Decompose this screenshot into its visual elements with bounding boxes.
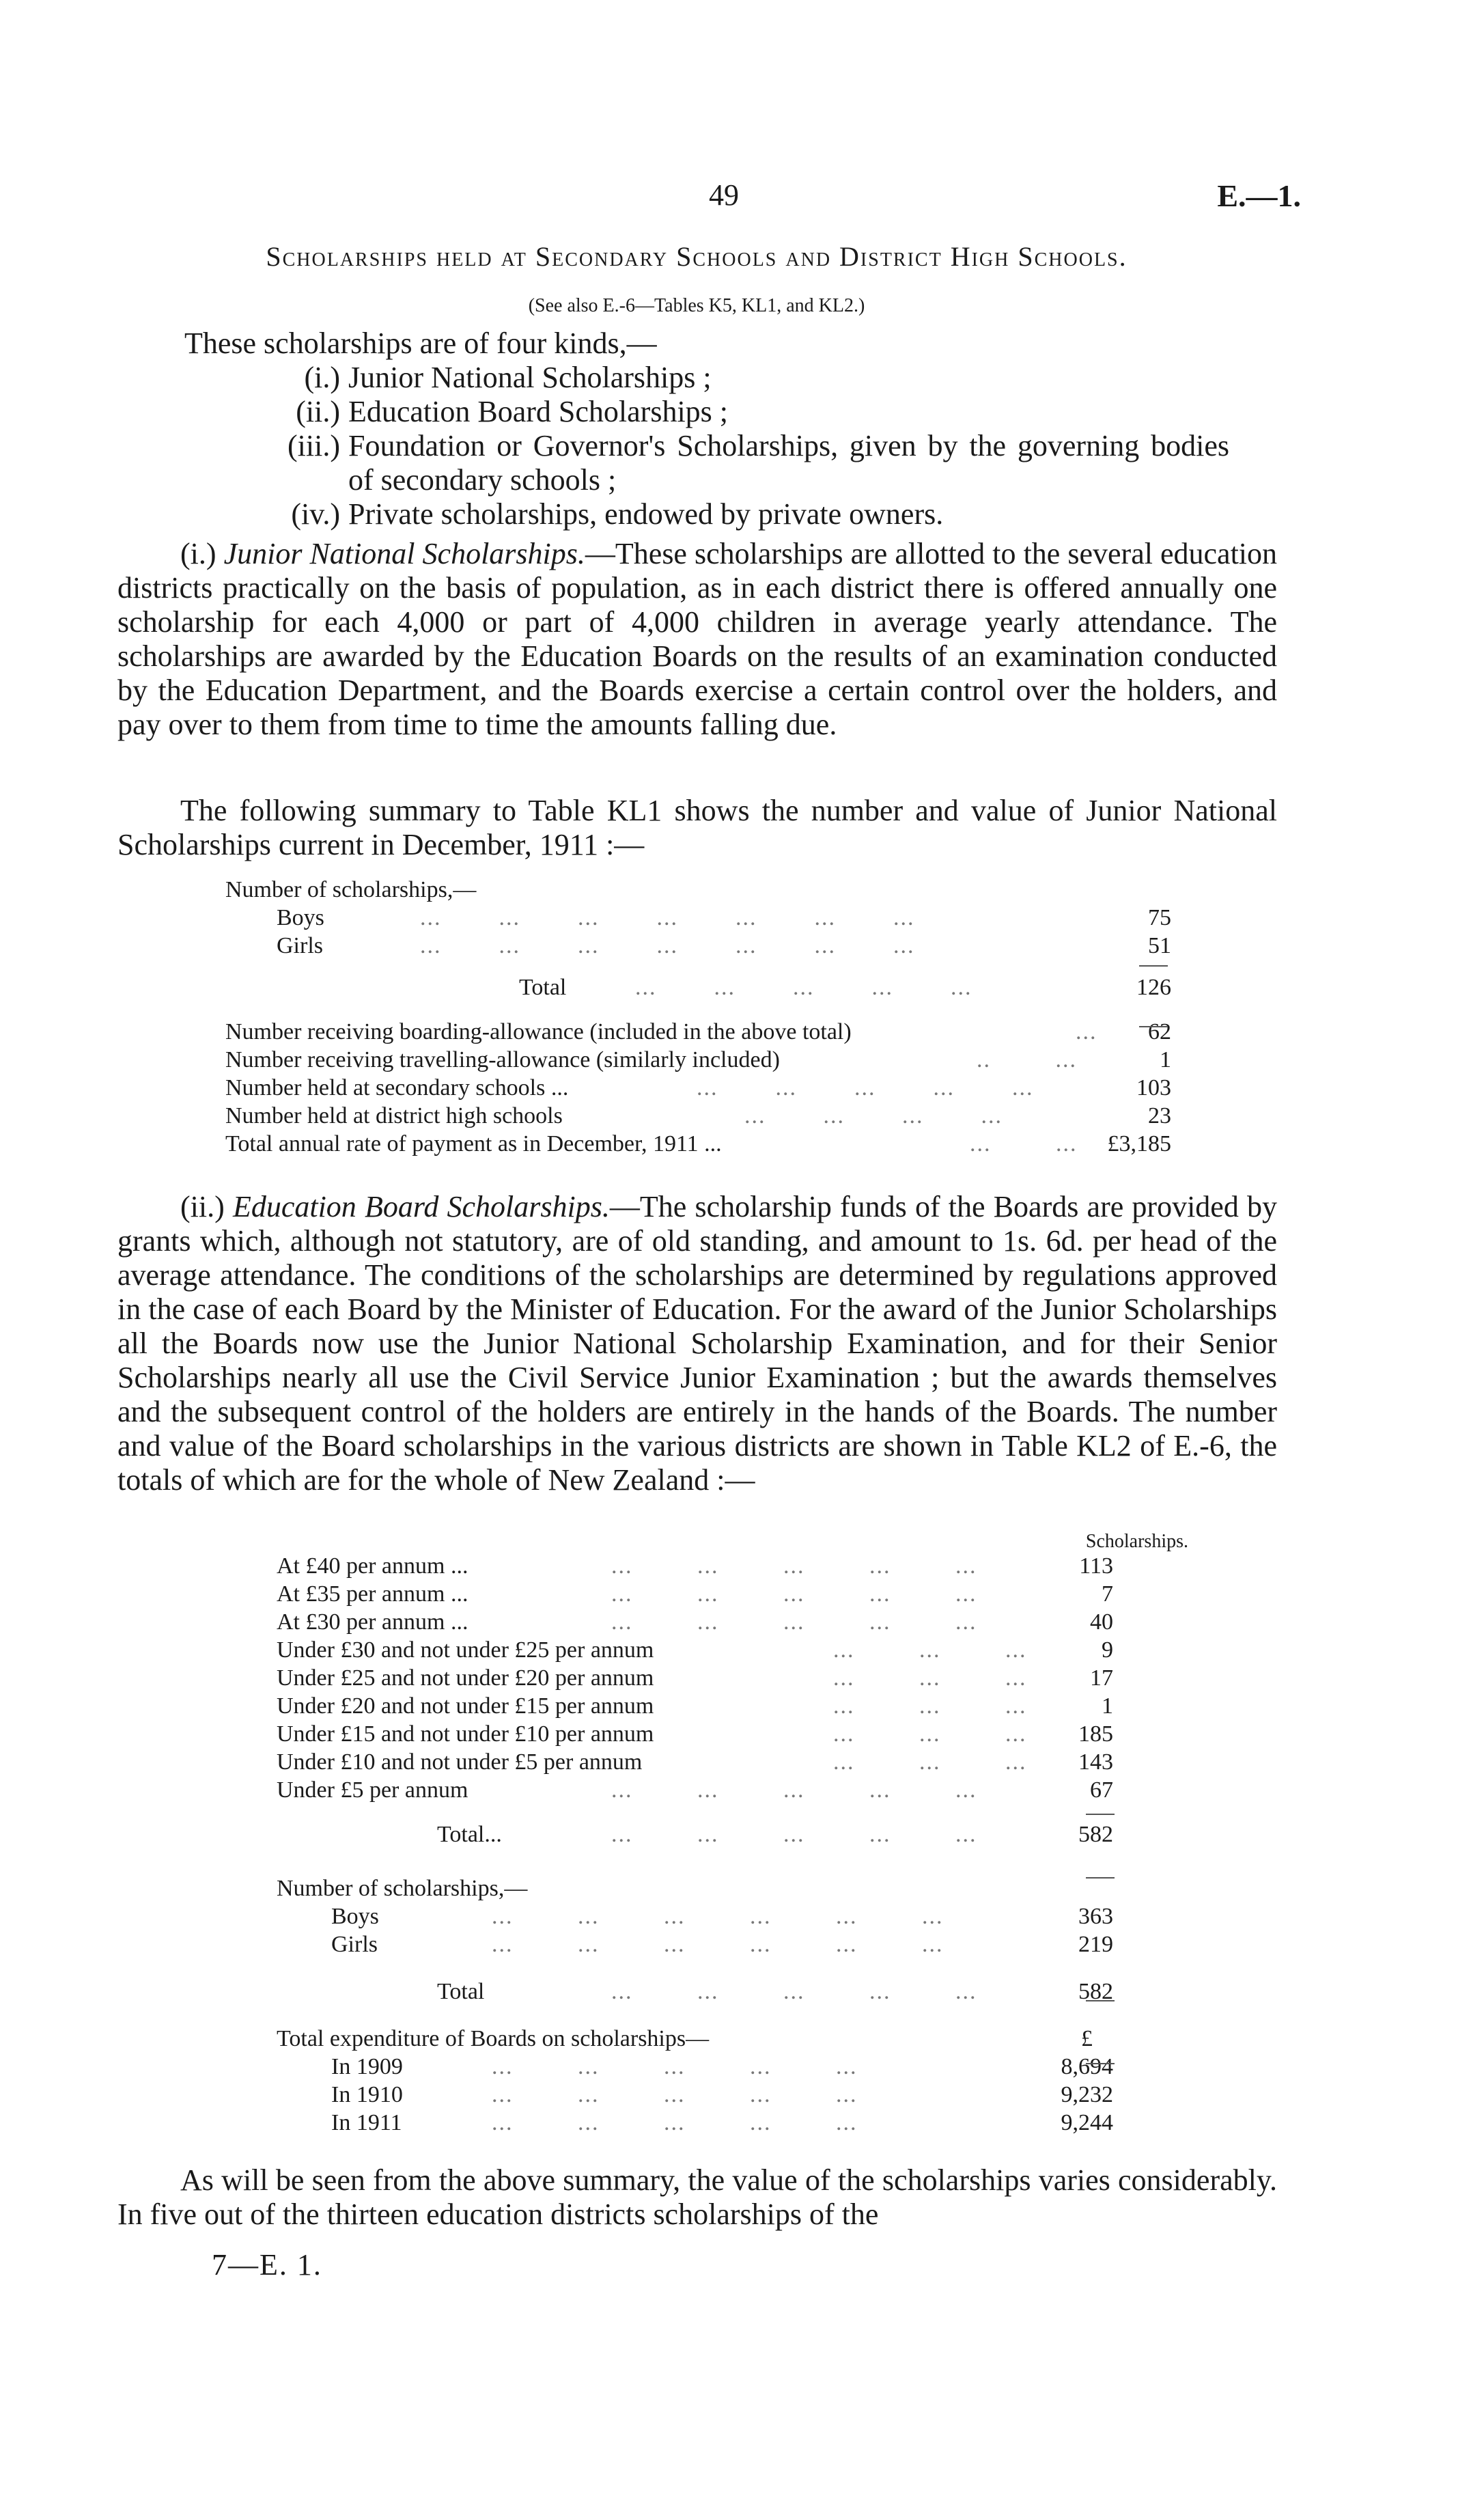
row-label: Under £5 per annum xyxy=(277,1777,468,1803)
summary-intro-paragraph: The following summary to Table KL1 shows the number and value of Junior National Scholarships current in December, 1911 :— xyxy=(117,794,1277,861)
closing-paragraph: As will be seen from the above summary, the value of the scholarships varies considerably. In five out of the thirteen education districts scholarships of the xyxy=(117,2163,1277,2231)
row-label: Girls xyxy=(331,1932,378,1957)
row-label: Total annual rate of payment as in December, 1911 ... xyxy=(225,1131,722,1156)
rule-line xyxy=(1139,1026,1168,1027)
row-label: Number held at district high schools xyxy=(225,1103,563,1128)
row-label: In 1910 xyxy=(331,2082,403,2107)
list-item-number: (iv.) xyxy=(291,497,340,531)
table-total-row xyxy=(277,1978,1113,2006)
junior-national-paragraph xyxy=(117,537,1277,742)
row-value: 1 xyxy=(1160,1047,1171,1072)
leader-dots: ... ... ... ... ... xyxy=(611,1777,977,1803)
row-value: £3,185 xyxy=(1107,1131,1171,1156)
table-row xyxy=(225,1046,1171,1074)
leader-dots: ... ... ... xyxy=(833,1693,1027,1719)
table-row xyxy=(277,2081,1113,2109)
table-row xyxy=(225,1074,1171,1102)
leader-dots: ... ... ... ... ... ... xyxy=(492,1904,944,1929)
table-row xyxy=(225,1102,1171,1130)
row-value: 1 xyxy=(1102,1693,1113,1719)
row-label: In 1911 xyxy=(331,2110,402,2135)
table-heading-row xyxy=(277,2025,1113,2053)
total-value: 126 xyxy=(1136,975,1171,1000)
row-label: Number receiving boarding-allowance (included in the above total) xyxy=(225,1019,852,1044)
table-row xyxy=(225,1018,1171,1046)
row-value: 113 xyxy=(1079,1553,1113,1579)
list-item xyxy=(116,497,1277,531)
table-row xyxy=(277,1748,1113,1776)
leader-dots: ... ... ... xyxy=(833,1665,1027,1691)
row-label: At £35 per annum ... xyxy=(277,1581,468,1607)
rule-line xyxy=(1086,2063,1115,2064)
row-value: 17 xyxy=(1090,1665,1113,1691)
rule-line xyxy=(1086,1877,1115,1879)
table-row xyxy=(225,932,1171,960)
kinds-intro: These scholarships are of four kinds,— xyxy=(184,327,657,360)
table-row xyxy=(277,1580,1113,1608)
leader-dots: ... ... xyxy=(970,1131,1078,1156)
page-footer: 7—E. 1. xyxy=(212,2248,322,2282)
table-total-row xyxy=(277,1820,1113,1848)
list-item-text: Junior National Scholarships ; xyxy=(348,361,712,394)
row-value: 143 xyxy=(1078,1749,1113,1775)
rule-line xyxy=(1139,965,1168,967)
currency-symbol: £ xyxy=(1081,2026,1093,2051)
row-value: 9 xyxy=(1102,1637,1113,1663)
leader-dots: ... ... ... ... ... xyxy=(492,2082,858,2107)
table-row xyxy=(225,904,1171,932)
table-row xyxy=(277,2053,1113,2081)
table-row xyxy=(277,1930,1113,1958)
row-value: 40 xyxy=(1090,1609,1113,1635)
row-value: 7 xyxy=(1102,1581,1113,1607)
paragraph-text: —These scholarships are allotted to the several education districts practically on the basis of population, as in each district there is offered annually one scholarship for each 4,000 or part of 4,000 children in average yearly attendance. The scholarships are awarded by the Education Boards on the results of an examination conducted by the Education Department, and the Boards exercise a certain control over the holders, and pay over to them from time to time the amounts falling due. xyxy=(117,537,1278,741)
total-value: 582 xyxy=(1078,1979,1113,2004)
total-label: Total xyxy=(519,975,567,1000)
table-heading: Total expenditure of Boards on scholarships— xyxy=(277,2026,710,2051)
table-heading: Number of scholarships,— xyxy=(277,1876,528,1901)
leader-dots: ... xyxy=(1076,1019,1097,1044)
leader-dots: ... ... ... ... ... ... xyxy=(492,1932,944,1957)
leader-dots: ... ... ... ... ... xyxy=(611,1553,977,1579)
table-row xyxy=(277,1776,1113,1804)
table-row xyxy=(277,1552,1113,1580)
education-board-paragraph xyxy=(117,1190,1277,1497)
total-value: 582 xyxy=(1078,1822,1113,1847)
paragraph-number: (i.) xyxy=(180,537,216,570)
table-heading-row xyxy=(277,1874,1113,1902)
total-label: Total xyxy=(437,1979,485,2004)
list-item-number: (iii.) xyxy=(288,429,340,462)
row-label: Number receiving travelling-allowance (similarly included) xyxy=(225,1047,780,1072)
column-header: Scholarships. xyxy=(1085,1531,1188,1552)
paragraph-heading: Education Board Scholarships. xyxy=(232,1190,610,1223)
row-value: 219 xyxy=(1078,1932,1113,1957)
section-subtitle: (See also E.-6—Tables K5, KL1, and KL2.) xyxy=(528,295,865,316)
list-item-text: Foundation or Governor's Scholarships, given by the governing bodies of secondary schools ; xyxy=(348,429,1229,497)
rule-line xyxy=(1086,2000,1115,2001)
leader-dots: ... ... ... ... ... xyxy=(492,2054,858,2079)
list-item-number: (ii.) xyxy=(296,395,340,428)
row-label: Under £20 and not under £15 per annum xyxy=(277,1693,654,1719)
list-item-text: Private scholarships, endowed by private owners. xyxy=(348,497,944,531)
table-row xyxy=(277,1636,1113,1664)
total-label: Total... xyxy=(437,1822,502,1847)
leader-dots: ... ... ... ... ... xyxy=(611,1822,977,1847)
scholarship-kinds-list xyxy=(116,327,1277,531)
row-label: Boys xyxy=(277,905,324,930)
row-label: At £40 per annum ... xyxy=(277,1553,468,1579)
paragraph-text: —The scholarship funds of the Boards are provided by grants which, although not statutory, are of old standing, and amount to 1s. 6d. per head of the average attendance. The conditions of the scholarships are determined by regulations approved in the case of each Board by the Minister of Education. For the award of the Junior Scholarships all the Boards now use the Junior National Scholarship Examination, and for their Senior Scholarships nearly all use the Civil Service Junior Examination ; but the awards themselves and the subsequent control of the holders are entirely in the hands of the Boards. The number and value of the Board scholarships in the various districts are shown in Table KL2 of E.-6, the totals of which are for the whole of New Zealand :— xyxy=(117,1190,1277,1497)
leader-dots: ... ... ... ... ... xyxy=(611,1609,977,1635)
table-row xyxy=(277,2109,1113,2137)
list-item xyxy=(116,429,1277,497)
leader-dots: ... ... ... ... ... ... ... xyxy=(420,933,915,958)
section-title: Scholarships held at Secondary Schools and District High Schools. xyxy=(266,241,1128,272)
table-heading: Number of scholarships,— xyxy=(225,877,477,902)
table-header-row xyxy=(277,1527,1188,1552)
leader-dots: ... ... ... ... ... xyxy=(611,1979,977,2004)
row-value: 103 xyxy=(1136,1075,1171,1100)
leader-dots: ... ... ... xyxy=(833,1637,1027,1663)
leader-dots: ... ... ... ... ... xyxy=(697,1075,1034,1100)
rule-line xyxy=(1086,1814,1115,1815)
junior-national-summary-table xyxy=(225,876,1171,1158)
leader-dots: .. ... xyxy=(977,1047,1077,1072)
row-label: Girls xyxy=(277,933,323,958)
row-label: At £30 per annum ... xyxy=(277,1609,468,1635)
board-scholarships-table xyxy=(277,1527,1188,2137)
row-value: 62 xyxy=(1148,1019,1171,1044)
leader-dots: ... ... ... ... ... ... ... xyxy=(420,905,915,930)
list-item xyxy=(116,395,1277,429)
table-row xyxy=(277,1608,1113,1636)
row-value: 51 xyxy=(1148,933,1171,958)
row-value: 9,244 xyxy=(1061,2110,1113,2135)
row-value: 23 xyxy=(1148,1103,1171,1128)
leader-dots: ... ... ... xyxy=(833,1721,1027,1747)
leader-dots: ... ... ... xyxy=(833,1749,1027,1775)
row-value: 8,694 xyxy=(1061,2054,1113,2079)
leader-dots: ... ... ... ... ... xyxy=(492,2110,858,2135)
row-value: 9,232 xyxy=(1061,2082,1113,2107)
row-value: 363 xyxy=(1078,1904,1113,1929)
row-value: 185 xyxy=(1078,1721,1113,1747)
table-row xyxy=(225,1130,1171,1158)
table-total-row xyxy=(225,973,1171,1001)
list-item xyxy=(116,361,1277,395)
table-row xyxy=(277,1902,1113,1930)
row-label: Under £15 and not under £10 per annum xyxy=(277,1721,654,1747)
row-label: In 1909 xyxy=(331,2054,403,2079)
paragraph-number: (ii.) xyxy=(180,1190,225,1223)
row-label: Under £30 and not under £25 per annum xyxy=(277,1637,654,1663)
row-value: 75 xyxy=(1148,905,1171,930)
row-label: Under £10 and not under £5 per annum xyxy=(277,1749,643,1775)
list-item-number: (i.) xyxy=(304,361,340,394)
row-label: Under £25 and not under £20 per annum xyxy=(277,1665,654,1691)
leader-dots: ... ... ... ... xyxy=(744,1103,1003,1128)
row-label: Boys xyxy=(331,1904,379,1929)
row-label: Number held at secondary schools ... xyxy=(225,1075,569,1100)
document-reference: E.—1. xyxy=(1217,178,1301,213)
leader-dots: ... ... ... ... ... xyxy=(635,975,972,1000)
page-number: 49 xyxy=(709,178,739,212)
table-row xyxy=(277,1664,1113,1692)
paragraph-heading: Junior National Scholarships. xyxy=(223,537,585,570)
table-row xyxy=(277,1692,1113,1720)
table-row xyxy=(277,1720,1113,1748)
list-item-text: Education Board Scholarships ; xyxy=(348,395,729,428)
leader-dots: ... ... ... ... ... xyxy=(611,1581,977,1607)
row-value: 67 xyxy=(1090,1777,1113,1803)
